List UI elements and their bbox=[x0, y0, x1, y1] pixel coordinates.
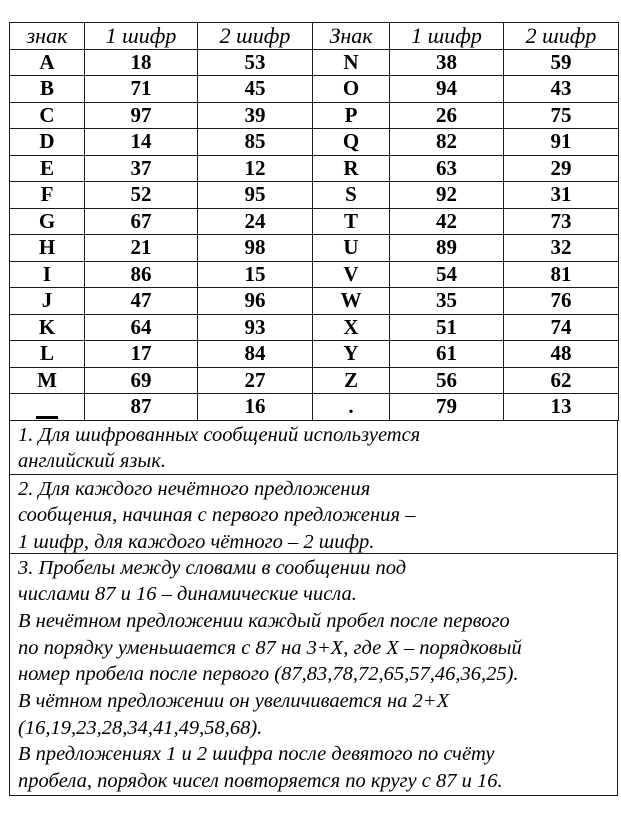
table-row bbox=[10, 261, 619, 288]
cell-sign-right: Z bbox=[313, 367, 390, 394]
cell-sign-right: W bbox=[313, 288, 390, 315]
cell-sign-right: . bbox=[313, 394, 390, 421]
cell-cipher2-left: 93 bbox=[198, 314, 313, 341]
cell-sign-right: Y bbox=[313, 341, 390, 368]
cell-cipher1-right: 94 bbox=[390, 76, 504, 103]
cell-cipher1-right: 54 bbox=[390, 261, 504, 288]
cell-cipher1-left: 86 bbox=[85, 261, 198, 288]
cell-sign-left bbox=[10, 394, 85, 421]
table-row bbox=[10, 235, 619, 262]
header-sign-right: Знак bbox=[313, 23, 390, 50]
cell-cipher1-left: 52 bbox=[85, 182, 198, 209]
cell-cipher2-right: 31 bbox=[504, 182, 619, 209]
cell-cipher2-left: 96 bbox=[198, 288, 313, 315]
cell-sign-left: A bbox=[10, 49, 85, 76]
cell-cipher2-right: 43 bbox=[504, 76, 619, 103]
header-cipher1-right: 1 шифр bbox=[390, 23, 504, 50]
cell-cipher2-left: 95 bbox=[198, 182, 313, 209]
cell-cipher1-left: 71 bbox=[85, 76, 198, 103]
header-cipher2-right: 2 шифр bbox=[504, 23, 619, 50]
cell-cipher2-right: 76 bbox=[504, 288, 619, 315]
cell-cipher2-left: 24 bbox=[198, 208, 313, 235]
cell-cipher1-right: 82 bbox=[390, 129, 504, 156]
table-row bbox=[10, 182, 619, 209]
note-2 bbox=[9, 475, 618, 554]
cell-cipher1-left: 67 bbox=[85, 208, 198, 235]
note-line: В нечётном предложении каждый пробел после первого bbox=[18, 609, 510, 632]
note-line: В предложениях 1 и 2 шифра после девятого по счёту bbox=[18, 743, 495, 766]
cell-cipher2-right: 91 bbox=[504, 129, 619, 156]
cell-sign-left: E bbox=[10, 155, 85, 182]
cell-cipher1-right: 56 bbox=[390, 367, 504, 394]
cell-cipher2-right: 48 bbox=[504, 341, 619, 368]
cell-cipher2-right: 59 bbox=[504, 49, 619, 76]
cell-sign-left: M bbox=[10, 367, 85, 394]
cell-sign-right: U bbox=[313, 235, 390, 262]
cell-sign-right: X bbox=[313, 314, 390, 341]
table-row bbox=[10, 314, 619, 341]
cell-sign-right: R bbox=[313, 155, 390, 182]
table-row bbox=[10, 76, 619, 103]
space-symbol-icon bbox=[36, 416, 58, 419]
cipher-sheet bbox=[9, 22, 618, 796]
cell-cipher1-right: 51 bbox=[390, 314, 504, 341]
cell-cipher1-right: 63 bbox=[390, 155, 504, 182]
cell-cipher2-right: 75 bbox=[504, 102, 619, 129]
cell-cipher1-left: 14 bbox=[85, 129, 198, 156]
cell-cipher1-right: 42 bbox=[390, 208, 504, 235]
cell-cipher2-right: 29 bbox=[504, 155, 619, 182]
cell-cipher1-right: 26 bbox=[390, 102, 504, 129]
cell-cipher1-left: 18 bbox=[85, 49, 198, 76]
cell-sign-right: S bbox=[313, 182, 390, 209]
cell-sign-left: L bbox=[10, 341, 85, 368]
cell-sign-left: B bbox=[10, 76, 85, 103]
note-line: числами 87 и 16 – динамические числа. bbox=[18, 583, 357, 606]
cell-cipher2-left: 39 bbox=[198, 102, 313, 129]
table-header-row bbox=[10, 23, 619, 50]
cell-sign-left: D bbox=[10, 129, 85, 156]
cell-cipher1-left: 64 bbox=[85, 314, 198, 341]
cell-cipher2-left: 84 bbox=[198, 341, 313, 368]
cell-sign-right: N bbox=[313, 49, 390, 76]
note-line: (16,19,23,28,34,41,49,58,68). bbox=[18, 716, 263, 739]
cell-cipher2-right: 74 bbox=[504, 314, 619, 341]
note-line: по порядку уменьшается с 87 на 3+X, где X – порядковый bbox=[18, 636, 522, 659]
cell-cipher1-left: 87 bbox=[85, 394, 198, 421]
note-line: 3. Пробелы между словами в сообщении под bbox=[18, 556, 407, 579]
table-row bbox=[10, 129, 619, 156]
table-row bbox=[10, 367, 619, 394]
cell-cipher1-left: 37 bbox=[85, 155, 198, 182]
cell-cipher2-right: 32 bbox=[504, 235, 619, 262]
cell-cipher1-right: 92 bbox=[390, 182, 504, 209]
cell-cipher2-left: 12 bbox=[198, 155, 313, 182]
cell-sign-right: P bbox=[313, 102, 390, 129]
cell-sign-right: V bbox=[313, 261, 390, 288]
cell-cipher2-left: 16 bbox=[198, 394, 313, 421]
note-line: сообщения, начиная с первого предложения – bbox=[18, 504, 416, 527]
note-line: английский язык. bbox=[18, 450, 167, 473]
cell-cipher2-left: 27 bbox=[198, 367, 313, 394]
cell-cipher1-right: 38 bbox=[390, 49, 504, 76]
table-row bbox=[10, 102, 619, 129]
note-line: номер пробела после первого (87,83,78,72,65,57,46,36,25). bbox=[18, 663, 519, 686]
note-line: 1 шифр, для каждого чётного – 2 шифр. bbox=[18, 530, 375, 553]
cell-sign-left: C bbox=[10, 102, 85, 129]
cell-cipher1-left: 47 bbox=[85, 288, 198, 315]
table-row bbox=[10, 341, 619, 368]
note-1 bbox=[9, 421, 618, 475]
cell-sign-right: O bbox=[313, 76, 390, 103]
note-line: 2. Для каждого нечётного предложения bbox=[18, 477, 371, 500]
cell-cipher1-left: 97 bbox=[85, 102, 198, 129]
cell-cipher2-left: 15 bbox=[198, 261, 313, 288]
cell-sign-right: Q bbox=[313, 129, 390, 156]
cell-cipher2-left: 53 bbox=[198, 49, 313, 76]
table-row bbox=[10, 155, 619, 182]
table-row bbox=[10, 394, 619, 421]
cell-cipher1-left: 69 bbox=[85, 367, 198, 394]
table-row bbox=[10, 208, 619, 235]
table-body bbox=[10, 49, 619, 420]
cell-cipher2-left: 85 bbox=[198, 129, 313, 156]
note-3 bbox=[9, 554, 618, 796]
cell-cipher1-left: 21 bbox=[85, 235, 198, 262]
cell-sign-left: F bbox=[10, 182, 85, 209]
cell-cipher1-right: 79 bbox=[390, 394, 504, 421]
cell-sign-left: J bbox=[10, 288, 85, 315]
header-sign-left: знак bbox=[10, 23, 85, 50]
cell-cipher2-left: 98 bbox=[198, 235, 313, 262]
cell-sign-left: K bbox=[10, 314, 85, 341]
cell-sign-left: G bbox=[10, 208, 85, 235]
header-cipher2-left: 2 шифр bbox=[198, 23, 313, 50]
cell-cipher1-right: 35 bbox=[390, 288, 504, 315]
cell-cipher2-right: 73 bbox=[504, 208, 619, 235]
table-row bbox=[10, 49, 619, 76]
cell-cipher2-left: 45 bbox=[198, 76, 313, 103]
cell-sign-left: I bbox=[10, 261, 85, 288]
cell-cipher2-right: 13 bbox=[504, 394, 619, 421]
cell-sign-right: T bbox=[313, 208, 390, 235]
note-line: 1. Для шифрованных сообщений используется bbox=[18, 423, 421, 446]
cell-cipher1-right: 61 bbox=[390, 341, 504, 368]
cell-cipher2-right: 62 bbox=[504, 367, 619, 394]
table-row bbox=[10, 288, 619, 315]
note-line: пробела, порядок чисел повторяется по кругу с 87 и 16. bbox=[18, 770, 503, 793]
cell-cipher2-right: 81 bbox=[504, 261, 619, 288]
cell-cipher1-left: 17 bbox=[85, 341, 198, 368]
note-line: В чётном предложении он увеличивается на 2+X bbox=[18, 690, 450, 713]
cell-sign-left: H bbox=[10, 235, 85, 262]
cell-cipher1-right: 89 bbox=[390, 235, 504, 262]
header-cipher1-left: 1 шифр bbox=[85, 23, 198, 50]
cipher-table bbox=[9, 22, 619, 421]
